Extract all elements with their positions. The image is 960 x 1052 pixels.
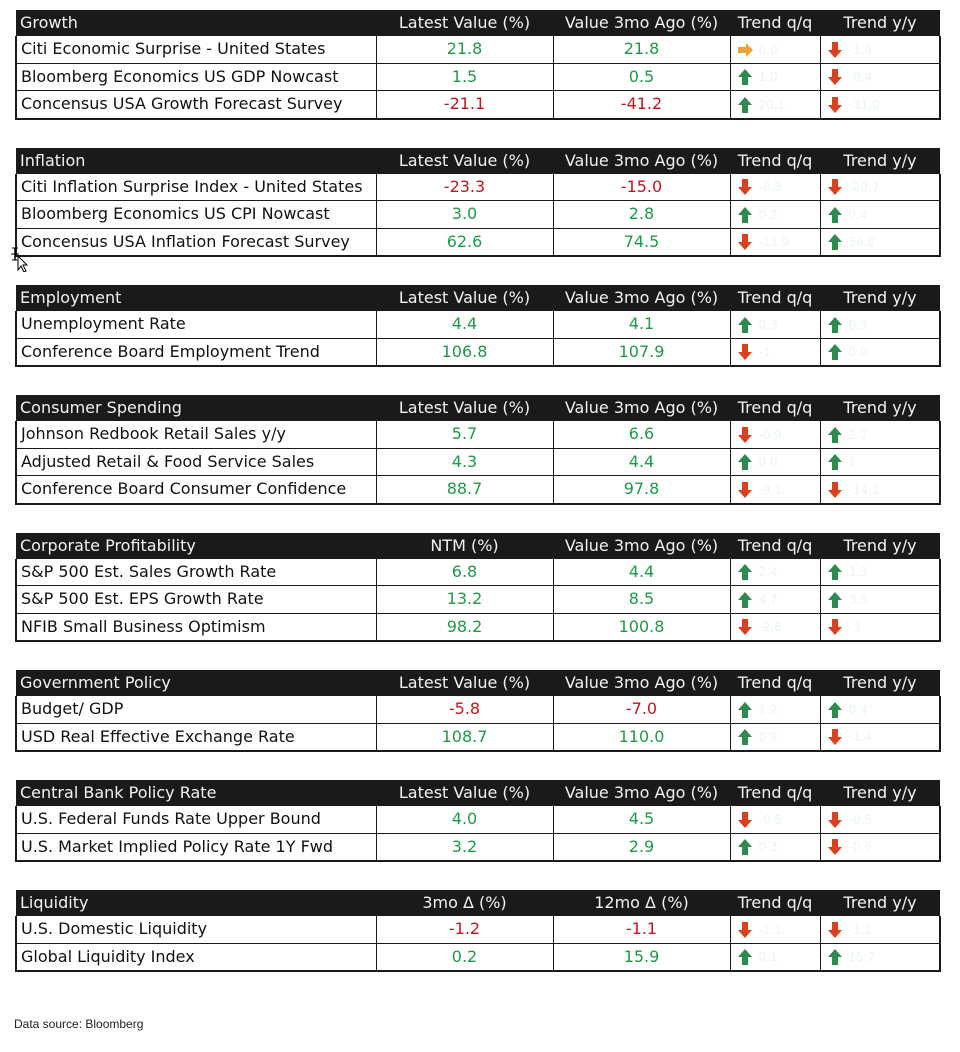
latest-value: 0.2 <box>376 943 553 971</box>
trend-value: 0.0 <box>758 42 778 57</box>
trend-qq-cell <box>730 448 820 476</box>
trend-value: -1 <box>758 345 771 359</box>
indicator-name: S&P 500 Est. EPS Growth Rate <box>16 586 376 614</box>
column-header-trend-yy: Trend y/y <box>843 150 917 170</box>
trend-qq-cell <box>730 806 820 833</box>
latest-value: 4.4 <box>376 311 553 338</box>
trend-qq-cell <box>730 91 820 119</box>
trend-qq-cell <box>730 613 820 641</box>
trend-value: 20.1 <box>758 97 786 112</box>
trend-down-arrow-icon <box>827 618 843 636</box>
latest-value: 88.7 <box>376 476 553 504</box>
latest-value: 3.0 <box>376 201 553 229</box>
indicator-table <box>15 148 941 258</box>
table-row <box>16 559 940 586</box>
table-header-row <box>16 670 940 696</box>
column-header-trend-yy: Trend y/y <box>843 288 917 307</box>
trend-value: 15.7 <box>848 950 876 964</box>
section-title: Inflation <box>20 150 86 170</box>
trend-yy-cell <box>820 833 940 861</box>
trend-value: -0.5 <box>848 812 872 827</box>
trend-qq-cell <box>730 559 820 586</box>
prior-value: 110.0 <box>553 723 730 751</box>
trend-up-arrow-icon <box>827 343 843 361</box>
trend-yy-cell <box>820 916 940 943</box>
trend-value: -8.3 <box>758 180 782 194</box>
prior-value: 0.5 <box>553 63 730 91</box>
prior-value: -1.1 <box>553 916 730 943</box>
prior-value: 6.6 <box>553 421 730 448</box>
column-header-value-2: Value 3mo Ago (%) <box>564 673 719 692</box>
trend-yy-cell <box>820 476 940 504</box>
column-header-trend-yy: Trend y/y <box>843 783 917 802</box>
trend-yy-cell <box>820 943 940 971</box>
column-header-trend-qq: Trend q/q <box>737 783 813 802</box>
column-header-trend-qq: Trend q/q <box>737 13 813 32</box>
column-header-value-2: Value 3mo Ago (%) <box>564 288 719 307</box>
column-header-value-1: 3mo Δ (%) <box>422 893 507 912</box>
prior-value: 8.5 <box>553 586 730 614</box>
trend-qq-cell <box>730 696 820 723</box>
latest-value: 4.0 <box>376 806 553 833</box>
trend-up-arrow-icon <box>737 96 753 114</box>
column-header-trend-qq: Trend q/q <box>737 288 813 307</box>
prior-value: 4.4 <box>553 448 730 476</box>
table-row <box>16 696 940 723</box>
trend-down-arrow-icon <box>737 426 753 444</box>
table-row <box>16 421 940 448</box>
column-header-value-1: Latest Value (%) <box>398 13 531 32</box>
prior-value: 97.8 <box>553 476 730 504</box>
column-header-trend-qq: Trend q/q <box>737 893 813 912</box>
latest-value: -23.3 <box>376 174 553 201</box>
column-header-value-2: Value 3mo Ago (%) <box>564 783 719 802</box>
indicator-table <box>15 285 941 367</box>
trend-yy-cell <box>820 201 940 229</box>
trend-up-arrow-icon <box>737 591 753 609</box>
column-header-trend-yy: Trend y/y <box>843 893 917 912</box>
trend-yy-cell <box>820 311 940 338</box>
latest-value: -1.2 <box>376 916 553 943</box>
section-title: Consumer Spending <box>20 398 182 417</box>
section-government-policy <box>15 670 939 752</box>
trend-yy-cell <box>820 586 940 614</box>
table-row <box>16 586 940 614</box>
trend-value: 0.4 <box>848 702 868 717</box>
table-row <box>16 476 940 504</box>
trend-value: 4.7 <box>758 592 778 607</box>
trend-value: 50.0 <box>848 235 876 249</box>
table-row <box>16 174 940 201</box>
trend-down-arrow-icon <box>827 728 843 746</box>
column-header-value-1: Latest Value (%) <box>398 398 531 417</box>
trend-up-arrow-icon <box>737 728 753 746</box>
table-header-row <box>16 395 940 421</box>
indicator-name: Concensus USA Growth Forecast Survey <box>16 91 376 119</box>
trend-yy-cell <box>820 63 940 91</box>
dashboard-tables <box>15 10 939 1000</box>
trend-yy-cell <box>820 559 940 586</box>
prior-value: 4.5 <box>553 806 730 833</box>
indicator-name: S&P 500 Est. Sales Growth Rate <box>16 559 376 586</box>
latest-value: 62.6 <box>376 228 553 256</box>
indicator-name: Citi Economic Surprise - United States <box>16 36 376 63</box>
column-header-trend-qq: Trend q/q <box>737 398 813 417</box>
indicator-name: U.S. Domestic Liquidity <box>16 916 376 943</box>
trend-qq-cell <box>730 421 820 448</box>
trend-value: 2.4 <box>758 565 778 579</box>
column-header-trend-qq: Trend q/q <box>737 150 813 170</box>
trend-value: -0.9 <box>758 427 782 442</box>
trend-value: -0.5 <box>758 812 782 827</box>
trend-down-arrow-icon <box>737 811 753 829</box>
trend-yy-cell <box>820 696 940 723</box>
prior-value: 15.9 <box>553 943 730 971</box>
latest-value: 98.2 <box>376 613 553 641</box>
prior-value: 4.1 <box>553 311 730 338</box>
latest-value: 108.7 <box>376 723 553 751</box>
trend-value: 1 <box>848 455 857 469</box>
trend-down-arrow-icon <box>737 178 753 196</box>
trend-up-arrow-icon <box>737 701 753 719</box>
column-header-value-2: Value 3mo Ago (%) <box>564 398 719 417</box>
table-row <box>16 201 940 229</box>
prior-value: 100.8 <box>553 613 730 641</box>
indicator-table <box>15 10 941 120</box>
trend-value: -0.6 <box>848 840 872 854</box>
trend-value: 1.2 <box>758 702 778 717</box>
indicator-name: USD Real Effective Exchange Rate <box>16 723 376 751</box>
trend-down-arrow-icon <box>737 481 753 499</box>
indicator-name: Bloomberg Economics US CPI Nowcast <box>16 201 376 229</box>
trend-value: -20.7 <box>848 180 880 194</box>
trend-value: -1.1 <box>848 922 872 937</box>
column-header-value-1: NTM (%) <box>430 535 499 555</box>
trend-value: 0.0 <box>758 455 778 469</box>
trend-qq-cell <box>730 311 820 338</box>
table-header-row <box>16 533 940 559</box>
trend-down-arrow-icon <box>827 68 843 86</box>
column-header-trend-yy: Trend y/y <box>843 673 917 692</box>
trend-value: 0.3 <box>758 840 778 854</box>
indicator-name: Adjusted Retail & Food Service Sales <box>16 448 376 476</box>
trend-up-arrow-icon <box>827 701 843 719</box>
indicator-table <box>15 670 941 752</box>
latest-value: 1.5 <box>376 63 553 91</box>
latest-value: 3.2 <box>376 833 553 861</box>
trend-value: -1.4 <box>848 730 872 744</box>
trend-value: -1.1 <box>758 922 782 937</box>
trend-value: -3 <box>848 620 861 634</box>
trend-down-arrow-icon <box>737 233 753 251</box>
section-title: Central Bank Policy Rate <box>20 783 217 802</box>
table-header-row <box>16 285 940 311</box>
trend-value: -1.4 <box>848 42 872 57</box>
table-row <box>16 338 940 366</box>
indicator-name: U.S. Market Implied Policy Rate 1Y Fwd <box>16 833 376 861</box>
table-header-row <box>16 890 940 916</box>
column-header-value-2: Value 3mo Ago (%) <box>564 13 719 32</box>
table-row <box>16 833 940 861</box>
prior-value: 107.9 <box>553 338 730 366</box>
trend-yy-cell <box>820 723 940 751</box>
trend-qq-cell <box>730 833 820 861</box>
column-header-trend-qq: Trend q/q <box>737 535 813 555</box>
trend-value: -9.1 <box>758 482 782 497</box>
column-header-value-1: Latest Value (%) <box>398 150 531 170</box>
column-header-value-1: Latest Value (%) <box>398 288 531 307</box>
section-title: Corporate Profitability <box>20 535 196 555</box>
trend-up-arrow-icon <box>827 563 843 581</box>
latest-value: -5.8 <box>376 696 553 723</box>
column-header-value-2: Value 3mo Ago (%) <box>564 150 719 170</box>
table-row <box>16 943 940 971</box>
trend-qq-cell <box>730 201 820 229</box>
text-cursor-icon <box>11 246 29 272</box>
section-liquidity <box>15 890 939 972</box>
trend-qq-cell <box>730 723 820 751</box>
section-growth <box>15 10 939 120</box>
trend-value: -0.4 <box>848 70 872 84</box>
section-central-bank-policy-rate <box>15 780 939 862</box>
trend-value: 0.0 <box>848 345 868 359</box>
table-row <box>16 916 940 943</box>
trend-value: 1.0 <box>758 70 778 84</box>
indicator-name: Conference Board Employment Trend <box>16 338 376 366</box>
table-header-row <box>16 148 940 174</box>
trend-qq-cell <box>730 586 820 614</box>
trend-yy-cell <box>820 174 940 201</box>
indicator-name: Global Liquidity Index <box>16 943 376 971</box>
trend-up-arrow-icon <box>737 206 753 224</box>
trend-value: 1.3 <box>848 565 868 579</box>
trend-up-arrow-icon <box>737 68 753 86</box>
prior-value: -15.0 <box>553 174 730 201</box>
indicator-name: Unemployment Rate <box>16 311 376 338</box>
indicator-name: NFIB Small Business Optimism <box>16 613 376 641</box>
indicator-name: Bloomberg Economics US GDP Nowcast <box>16 63 376 91</box>
data-source-note: Data source: Bloomberg <box>14 1017 144 1031</box>
table-row <box>16 91 940 119</box>
indicator-table <box>15 533 941 643</box>
section-title: Employment <box>20 288 122 307</box>
trend-up-arrow-icon <box>827 453 843 471</box>
trend-yy-cell <box>820 613 940 641</box>
indicator-name: Conference Board Consumer Confidence <box>16 476 376 504</box>
column-header-trend-yy: Trend y/y <box>843 535 917 555</box>
trend-down-arrow-icon <box>827 921 843 939</box>
trend-up-arrow-icon <box>737 316 753 334</box>
indicator-name: U.S. Federal Funds Rate Upper Bound <box>16 806 376 833</box>
column-header-value-1: Latest Value (%) <box>398 783 531 802</box>
section-consumer-spending <box>15 395 939 505</box>
trend-down-arrow-icon <box>827 838 843 856</box>
section-employment <box>15 285 939 367</box>
trend-yy-cell <box>820 421 940 448</box>
trend-up-arrow-icon <box>737 948 753 966</box>
indicator-table <box>15 780 941 862</box>
trend-value: -14.1 <box>848 482 880 497</box>
trend-qq-cell <box>730 338 820 366</box>
trend-down-arrow-icon <box>827 178 843 196</box>
trend-value: 0.1 <box>758 950 778 964</box>
section-title: Liquidity <box>20 893 89 912</box>
indicator-table <box>15 890 941 972</box>
latest-value: 6.8 <box>376 559 553 586</box>
trend-value: 0.4 <box>848 207 868 222</box>
latest-value: 4.3 <box>376 448 553 476</box>
trend-value: 0.9 <box>758 730 778 744</box>
trend-down-arrow-icon <box>827 41 843 59</box>
trend-yy-cell <box>820 36 940 63</box>
indicator-table <box>15 395 941 505</box>
prior-value: 74.5 <box>553 228 730 256</box>
trend-yy-cell <box>820 448 940 476</box>
trend-qq-cell <box>730 476 820 504</box>
trend-value: -2.6 <box>758 620 782 634</box>
trend-qq-cell <box>730 228 820 256</box>
trend-down-arrow-icon <box>737 618 753 636</box>
prior-value: 21.8 <box>553 36 730 63</box>
indicator-name: Citi Inflation Surprise Index - United States <box>16 174 376 201</box>
column-header-trend-yy: Trend y/y <box>843 13 917 32</box>
table-header-row <box>16 10 940 36</box>
column-header-trend-yy: Trend y/y <box>843 398 917 417</box>
indicator-name: Budget/ GDP <box>16 696 376 723</box>
prior-value: 2.9 <box>553 833 730 861</box>
trend-up-arrow-icon <box>827 426 843 444</box>
section-title: Growth <box>20 13 78 32</box>
latest-value: -21.1 <box>376 91 553 119</box>
prior-value: -7.0 <box>553 696 730 723</box>
table-row <box>16 63 940 91</box>
latest-value: 13.2 <box>376 586 553 614</box>
trend-qq-cell <box>730 174 820 201</box>
column-header-trend-qq: Trend q/q <box>737 673 813 692</box>
trend-down-arrow-icon <box>827 811 843 829</box>
trend-up-arrow-icon <box>827 948 843 966</box>
trend-up-arrow-icon <box>737 563 753 581</box>
column-header-value-1: Latest Value (%) <box>398 673 531 692</box>
trend-qq-cell <box>730 36 820 63</box>
table-row <box>16 448 940 476</box>
section-corporate-profitability <box>15 533 939 643</box>
trend-value: 2.2 <box>848 427 868 442</box>
table-row <box>16 613 940 641</box>
trend-up-arrow-icon <box>737 453 753 471</box>
column-header-value-2: 12mo Δ (%) <box>594 893 689 912</box>
section-inflation <box>15 148 939 258</box>
prior-value: 4.4 <box>553 559 730 586</box>
indicator-name: Concensus USA Inflation Forecast Survey <box>16 228 376 256</box>
trend-down-arrow-icon <box>827 481 843 499</box>
trend-up-arrow-icon <box>737 838 753 856</box>
trend-yy-cell <box>820 806 940 833</box>
trend-value: 0.3 <box>758 317 778 332</box>
trend-up-arrow-icon <box>827 591 843 609</box>
table-row <box>16 228 940 256</box>
trend-yy-cell <box>820 228 940 256</box>
latest-value: 5.7 <box>376 421 553 448</box>
trend-up-arrow-icon <box>827 316 843 334</box>
table-row <box>16 723 940 751</box>
trend-value: 0.3 <box>848 317 868 332</box>
trend-up-arrow-icon <box>827 206 843 224</box>
trend-up-arrow-icon <box>827 233 843 251</box>
table-row <box>16 806 940 833</box>
latest-value: 21.8 <box>376 36 553 63</box>
trend-value: 0.2 <box>758 207 778 222</box>
trend-down-arrow-icon <box>737 343 753 361</box>
trend-down-arrow-icon <box>737 921 753 939</box>
trend-flat-arrow-icon <box>737 41 753 59</box>
trend-value: 3.5 <box>848 592 868 607</box>
table-row <box>16 36 940 63</box>
indicator-name: Johnson Redbook Retail Sales y/y <box>16 421 376 448</box>
prior-value: 2.8 <box>553 201 730 229</box>
prior-value: -41.2 <box>553 91 730 119</box>
trend-qq-cell <box>730 63 820 91</box>
table-header-row <box>16 780 940 806</box>
trend-yy-cell <box>820 338 940 366</box>
trend-qq-cell <box>730 916 820 943</box>
column-header-value-2: Value 3mo Ago (%) <box>564 535 719 555</box>
trend-yy-cell <box>820 91 940 119</box>
section-title: Government Policy <box>20 673 171 692</box>
trend-qq-cell <box>730 943 820 971</box>
trend-value: -31.0 <box>848 97 880 112</box>
trend-value: -11.9 <box>758 235 790 249</box>
latest-value: 106.8 <box>376 338 553 366</box>
trend-down-arrow-icon <box>827 96 843 114</box>
table-row <box>16 311 940 338</box>
